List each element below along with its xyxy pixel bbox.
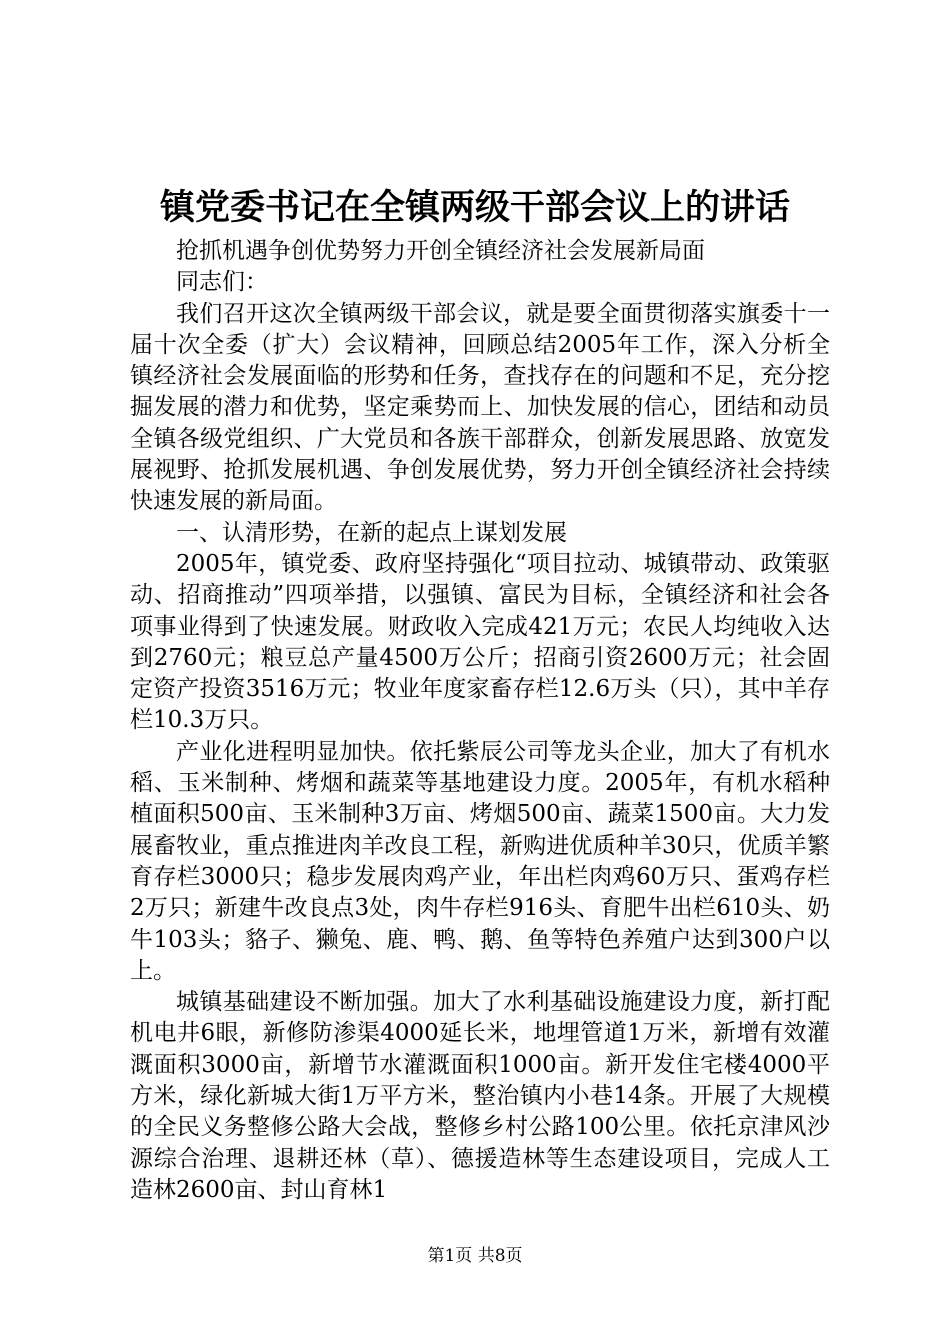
section-heading: 一、认清形势，在新的起点上谋划发展 (176, 519, 567, 546)
intro-paragraph: 我们召开这次全镇两级干部会议，就是要全面贯彻落实旗委十一届十次全委（扩大）会议精神，回顾总结2005年工作，深入分析全镇经济社会发展面临的形势和任务，查找存在的问题和不足，充分挖掘发展的潜力和优势，坚定乘势而上、加快发展的信心，团结和动员全镇各级党组织、广大党员和各族干部群众，创新发展思路、放宽发展视野、抢抓发展机遇、争创发展优势，努力开创全镇经济社会持续快速发展的新局面。 (130, 300, 830, 515)
body-paragraph: 产业化进程明显加快。依托紫辰公司等龙头企业，加大了有机水稻、玉米制种、烤烟和蔬菜等基地建设力度。2005年，有机水稻种植面积500亩、玉米制种3万亩、烤烟500亩、蔬菜1500亩。大力发展畜牧业，重点推进肉羊改良工程，新购进优质种羊30只，优质羊繁育存栏3000只；稳步发展肉鸡产业，年出栏肉鸡60万只、蛋鸡存栏2万只；新建牛改良点3处，肉牛存栏916头、育肥牛出栏610头、奶牛103头；貉子、獭兔、鹿、鸭、鹅、鱼等特色养殖户达到300户以上。 (130, 738, 830, 984)
body-paragraph: 2005年，镇党委、政府坚持强化“项目拉动、城镇带动、政策驱动、招商推动”四项举措，以强镇、富民为目标，全镇经济和社会各项事业得到了快速发展。财政收入完成421万元；农民人均纯收入达到2760元；粮豆总产量4500万公斤；招商引资2600万元；社会固定资产投资3516万元；牧业年度家畜存栏12.6万头（只），其中羊存栏10.3万只。 (130, 550, 830, 734)
body-paragraph: 城镇基础建设不断加强。加大了水利基础设施建设力度，新打配机电井6眼，新修防渗渠4000延长米，地埋管道1万米，新增有效灌溉面积3000亩，新增节水灌溉面积1000亩。新开发住宅楼4000平方米，绿化新城大街1万平方米，整治镇内小巷14条。开展了大规模的全民义务整修公路大会战，整修乡村公路100公里。依托京津风沙源综合治理、退耕还林（草）、德援造林等生态建设项目，完成人工造林2600亩、封山育林1 (130, 989, 830, 1203)
document-body (130, 236, 830, 1206)
page-footer: 第1页 共8页 (427, 1246, 523, 1266)
salutation-paragraph: 同志们： (176, 269, 268, 296)
document-title: 镇党委书记在全镇两级干部会议上的讲话 (159, 188, 790, 228)
subtitle-paragraph: 抢抓机遇争创优势努力开创全镇经济社会发展新局面 (176, 238, 705, 264)
